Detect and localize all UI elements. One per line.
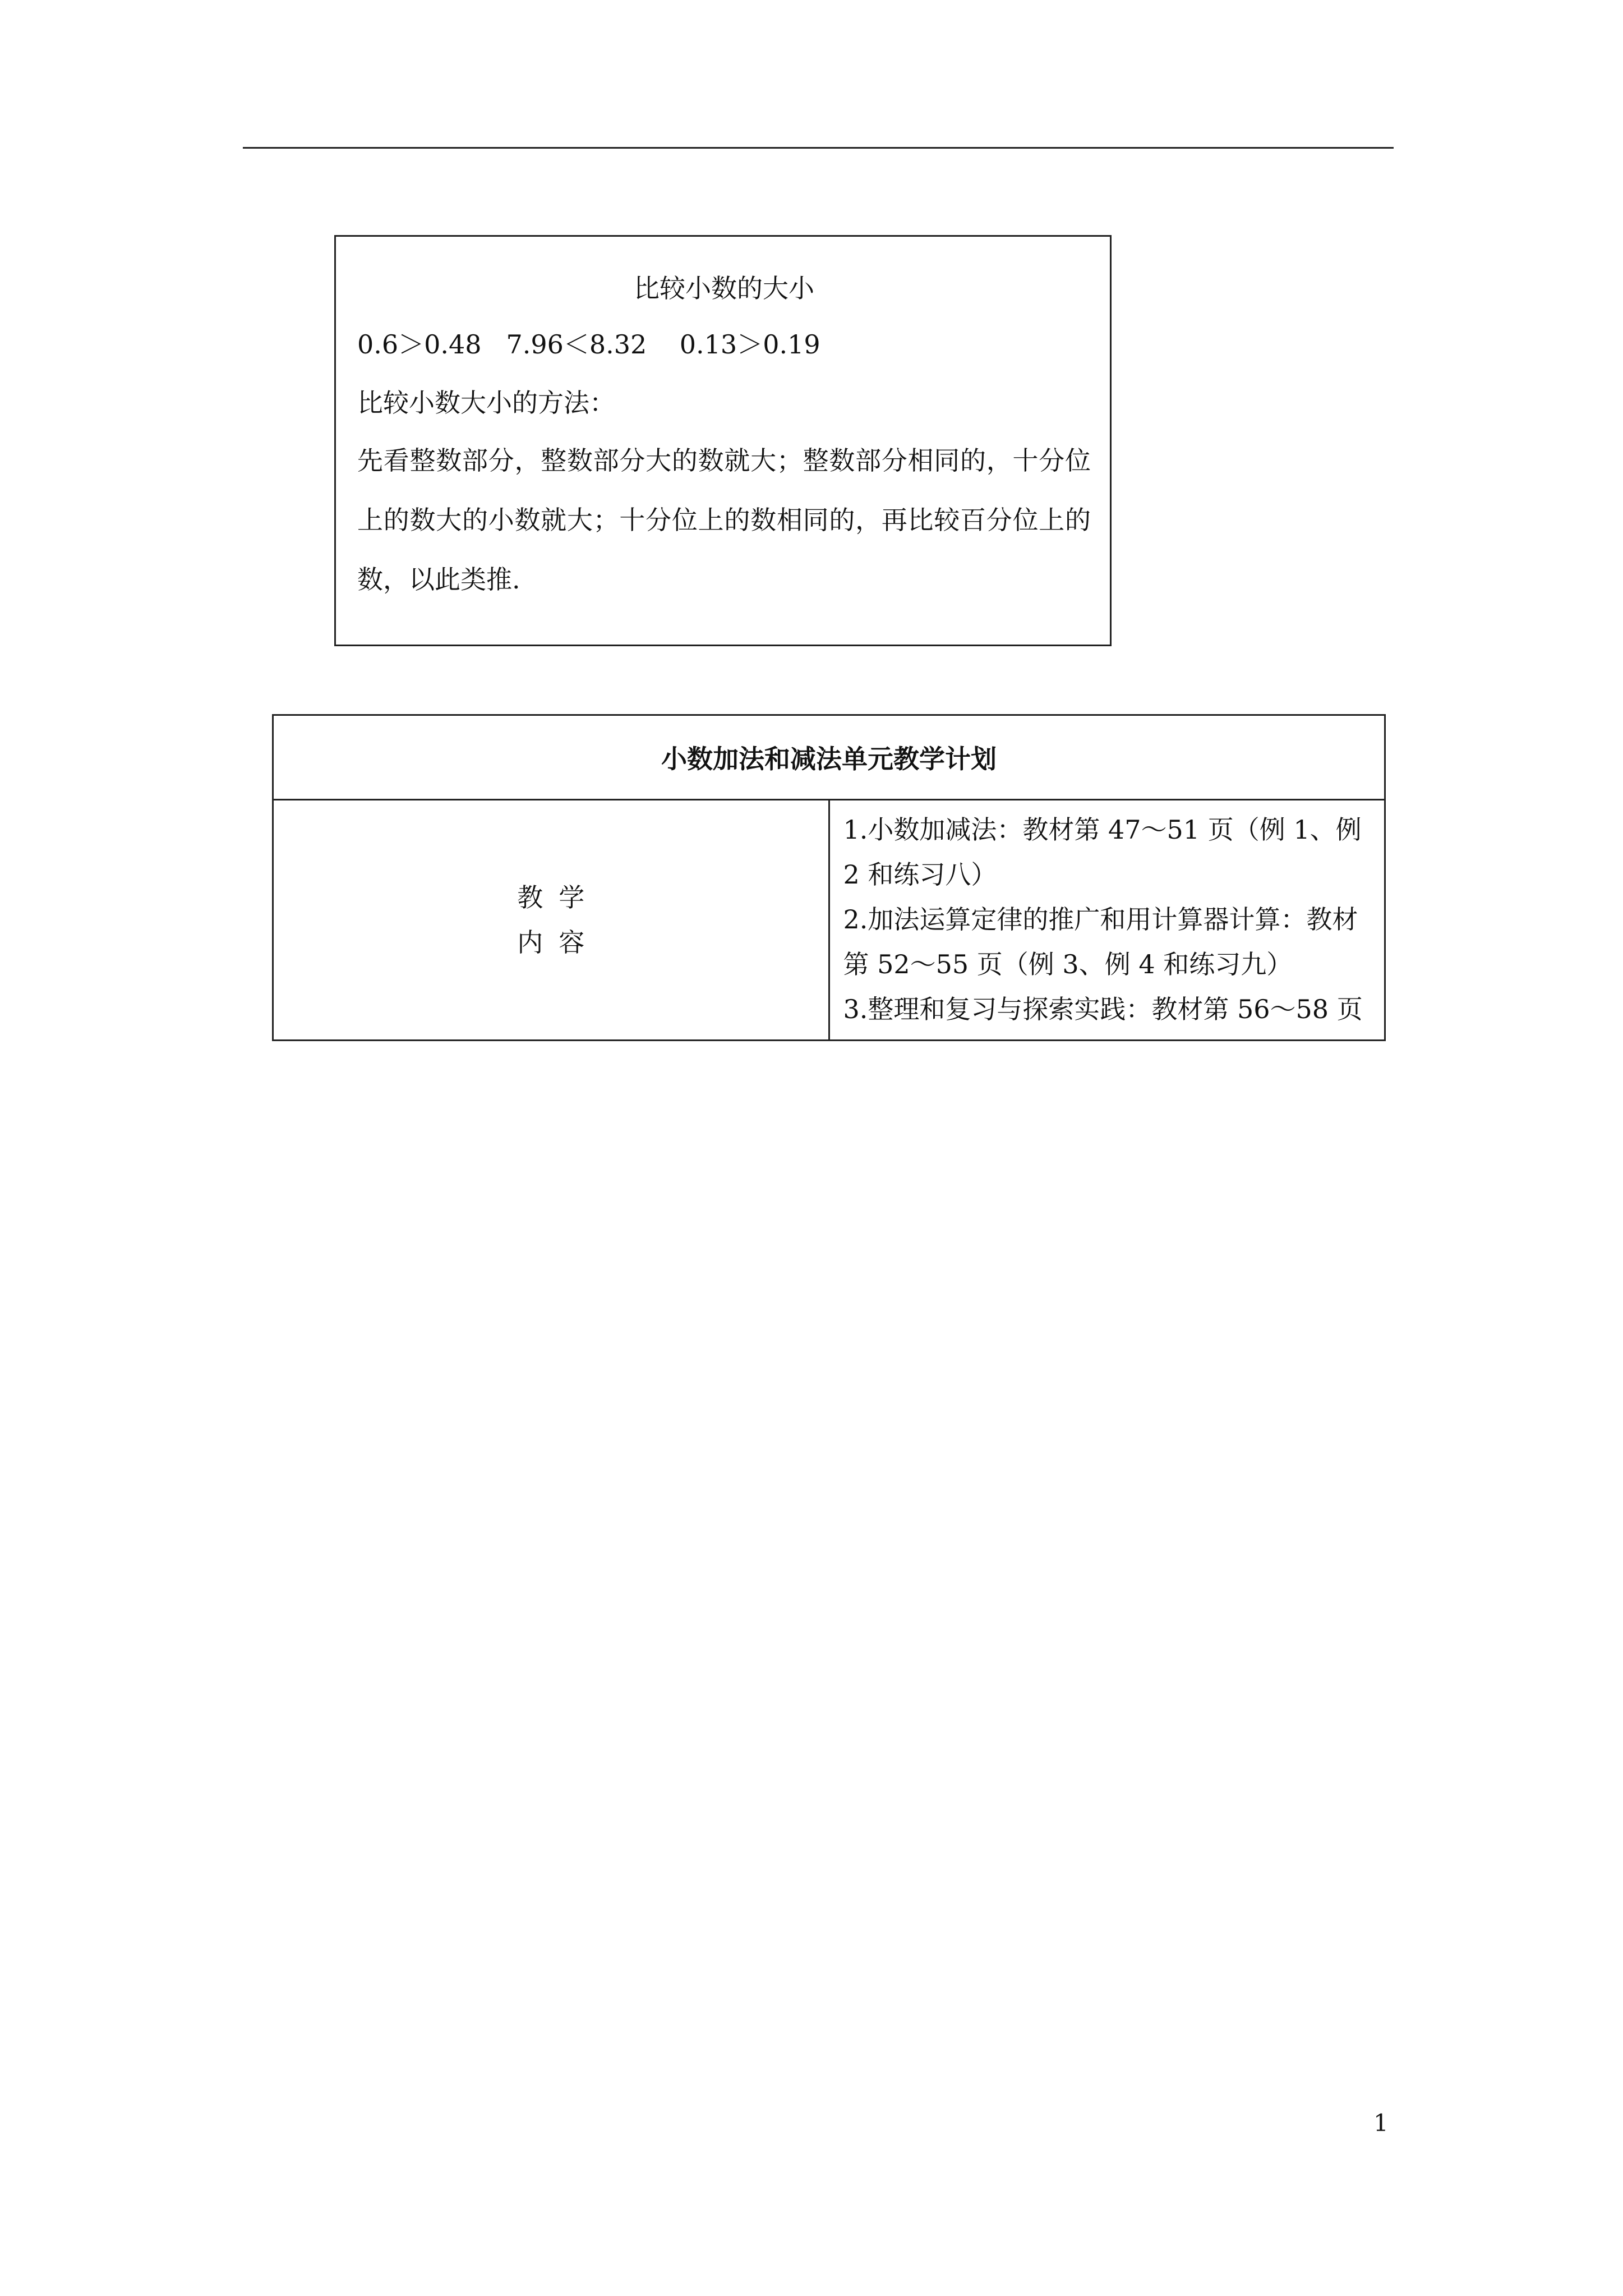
method-heading: 比较小数大小的方法： [357, 388, 615, 418]
row-label-cell [273, 800, 829, 1041]
table-title: 小数加法和减法单元教学计划 [273, 715, 1385, 800]
method-text: 先看整数部分，整数部分大的数就大；整数部分相同的，十分位上的数大的小数就大；十分位上的数相同的，再比较百分位上的数，以此类推. [357, 445, 1091, 595]
decimal-comparison-box [334, 235, 1112, 646]
unit-teaching-plan-table [272, 714, 1386, 1041]
header-rule [243, 147, 1394, 149]
content-item: 2.加法运算定律的推广和用计算器计算：教材第 52～55 页（例 3、例 4 和练习九） [843, 904, 1358, 979]
teaching-content-cell [829, 800, 1385, 1041]
table-title-row [273, 715, 1385, 800]
teaching-content-row [273, 800, 1385, 1041]
content-item: 1.小数加减法：教材第 47～51 页（例 1、例 2 和练习八） [843, 815, 1362, 890]
content-item: 3.整理和复习与探索实践：教材第 56～58 页 [843, 994, 1363, 1024]
row-label-line1: 教 学 [517, 882, 585, 913]
summary-title: 比较小数的大小 [634, 273, 814, 303]
comparison-examples: 0.6＞0.48 7.96＜8.32 0.13＞0.19 [357, 329, 820, 360]
row-label-line2: 内容 [517, 927, 585, 958]
page-number: 1 [1373, 2109, 1389, 2137]
